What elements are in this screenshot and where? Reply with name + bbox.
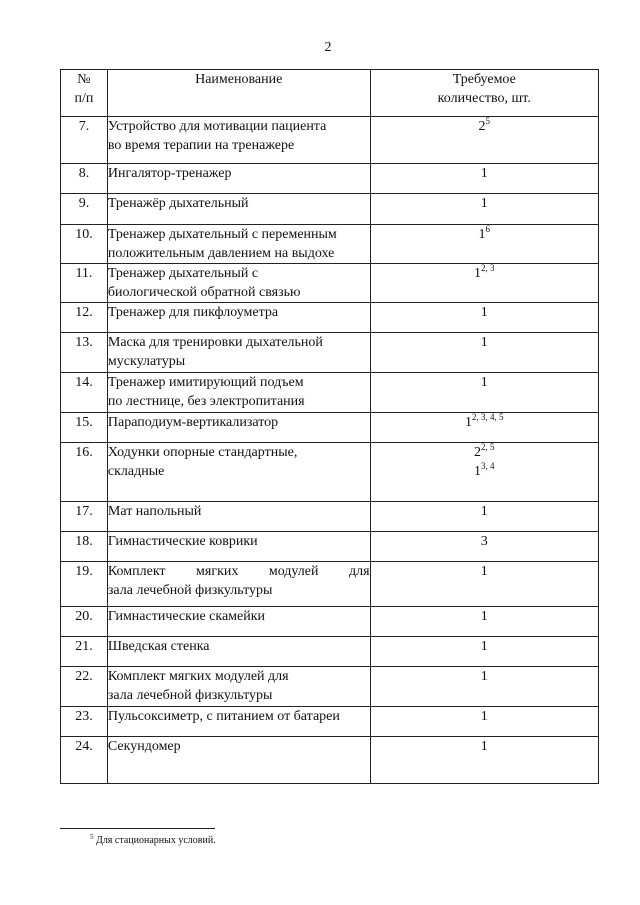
- row-name: [107, 502, 370, 532]
- quantity-base: 1: [480, 305, 488, 320]
- row-name-line: Устройство для мотивации пациента: [107, 119, 327, 134]
- table-row: [61, 117, 599, 164]
- row-number: 19.: [61, 562, 108, 607]
- row-name-line: Гимнастические скамейки: [107, 609, 266, 624]
- footnote-divider: [60, 828, 215, 829]
- row-name: [107, 303, 370, 333]
- table-body: [61, 117, 599, 784]
- row-number: 12.: [61, 303, 108, 333]
- row-name: [107, 164, 370, 194]
- row-name-line: Тренажер дыхательный с: [107, 266, 259, 281]
- table-row: [61, 707, 599, 737]
- row-name: [107, 373, 370, 413]
- row-number: 14.: [61, 373, 108, 413]
- row-name-line: Ходунки опорные стандартные,: [107, 445, 298, 460]
- row-name-line: Ингалятор-тренажер: [107, 166, 232, 181]
- quantity-base: 1: [480, 639, 488, 654]
- row-name-line: биологической обратной связью: [107, 285, 301, 300]
- quantity-base: 1: [480, 335, 488, 350]
- row-name-word: для: [348, 564, 370, 579]
- quantity-base: 1: [480, 709, 488, 724]
- row-name: [107, 707, 370, 737]
- quantity-value: [371, 303, 598, 322]
- row-name-line: Параподиум-вертикализатор: [107, 415, 279, 430]
- header-quantity-line1: Требуемое: [452, 72, 516, 87]
- quantity-base: 1: [480, 609, 488, 624]
- quantity-value: [371, 667, 598, 686]
- quantity-footnote-ref: 5: [485, 116, 491, 126]
- table-row: [61, 502, 599, 532]
- quantity-value: [371, 443, 598, 462]
- row-number: 21.: [61, 637, 108, 667]
- quantity-base: 2: [478, 119, 486, 134]
- header-quantity-line2: количество, шт.: [437, 91, 531, 106]
- row-quantity: [370, 117, 598, 164]
- row-quantity: [370, 373, 598, 413]
- row-name: [107, 737, 370, 784]
- quantity-footnote-ref: 6: [485, 224, 491, 234]
- row-quantity: [370, 333, 598, 373]
- row-quantity: [370, 707, 598, 737]
- row-name: [107, 194, 370, 225]
- table-row: [61, 667, 599, 707]
- row-name: [107, 264, 370, 303]
- row-quantity: [370, 264, 598, 303]
- quantity-value: [371, 502, 598, 521]
- quantity-footnote-ref: 2, 3: [481, 263, 495, 273]
- header-quantity: [370, 70, 598, 117]
- row-name-line: Мат напольный: [107, 504, 202, 519]
- row-name-line: складные: [107, 464, 165, 479]
- row-name-line: Маска для тренировки дыхательной: [107, 335, 323, 350]
- row-quantity: [370, 667, 598, 707]
- quantity-value: [371, 194, 598, 213]
- table-row: [61, 637, 599, 667]
- table-row: [61, 562, 599, 607]
- table-row: [61, 264, 599, 303]
- quantity-value: [371, 225, 598, 244]
- row-number: 9.: [61, 194, 108, 225]
- quantity-value: [371, 637, 598, 656]
- row-name: [107, 532, 370, 562]
- row-name: [107, 637, 370, 667]
- row-name-line: [108, 562, 370, 581]
- row-number: 24.: [61, 737, 108, 784]
- equipment-table: [60, 69, 599, 784]
- row-quantity: [370, 737, 598, 784]
- quantity-footnote-ref: 2, 5: [481, 442, 495, 452]
- quantity-value: [371, 462, 598, 481]
- row-name-line: зала лечебной физкультуры: [107, 688, 273, 703]
- row-name-line: Тренажер имитирующий подъем: [107, 375, 304, 390]
- footnote-marker: 5: [90, 833, 94, 841]
- row-name-word: мягких: [196, 564, 239, 579]
- row-name-line: во время терапии на тренажере: [107, 138, 295, 153]
- row-number: 17.: [61, 502, 108, 532]
- row-number: 15.: [61, 413, 108, 443]
- table-row: [61, 164, 599, 194]
- quantity-base: 2: [474, 445, 482, 460]
- row-name: [107, 333, 370, 373]
- row-name-line: Шведская стенка: [107, 639, 210, 654]
- row-number: 10.: [61, 225, 108, 264]
- quantity-base: 1: [480, 739, 488, 754]
- row-quantity: [370, 562, 598, 607]
- quantity-base: 1: [480, 564, 488, 579]
- table-row: [61, 413, 599, 443]
- row-quantity: [370, 303, 598, 333]
- page-number: 2: [324, 40, 332, 55]
- header-number-line2: п/п: [74, 91, 94, 106]
- row-quantity: [370, 413, 598, 443]
- row-quantity: [370, 164, 598, 194]
- quantity-base: 1: [474, 464, 482, 479]
- quantity-value: [371, 373, 598, 392]
- row-name: [107, 667, 370, 707]
- quantity-base: 1: [465, 415, 473, 430]
- table-row: [61, 225, 599, 264]
- row-name: [107, 562, 370, 607]
- table-row: [61, 333, 599, 373]
- quantity-value: [371, 333, 598, 352]
- header-number: [61, 70, 108, 117]
- row-name-line: Тренажёр дыхательный: [107, 196, 249, 211]
- row-number: 22.: [61, 667, 108, 707]
- quantity-value: [371, 607, 598, 626]
- row-number: 8.: [61, 164, 108, 194]
- quantity-value: [371, 707, 598, 726]
- table-row: [61, 607, 599, 637]
- quantity-value: [371, 413, 598, 432]
- row-quantity: [370, 532, 598, 562]
- row-quantity: [370, 194, 598, 225]
- row-number: 16.: [61, 443, 108, 502]
- row-name-line: Комплект мягких модулей для: [107, 669, 289, 684]
- footnote: [90, 835, 216, 846]
- row-name: [107, 443, 370, 502]
- row-name-line: Гимнастические коврики: [107, 534, 258, 549]
- row-name-line: Пульсоксиметр, с питанием от батареи: [107, 709, 340, 724]
- row-name: [107, 225, 370, 264]
- quantity-value: [371, 532, 598, 551]
- quantity-value: [371, 164, 598, 183]
- quantity-base: 1: [474, 266, 482, 281]
- row-name-line: по лестнице, без электропитания: [107, 394, 305, 409]
- quantity-footnote-ref: 3, 4: [481, 461, 495, 471]
- row-name-line: зала лечебной физкультуры: [107, 583, 273, 598]
- table-row: [61, 443, 599, 502]
- quantity-value: [371, 737, 598, 756]
- footnote-text: Для стационарных условий.: [96, 835, 216, 846]
- row-name-line: положительным давлением на выдохе: [107, 246, 335, 261]
- row-name-word: Комплект: [107, 564, 166, 579]
- quantity-base: 1: [480, 669, 488, 684]
- quantity-base: 1: [480, 375, 488, 390]
- row-quantity: [370, 225, 598, 264]
- row-name: [107, 607, 370, 637]
- row-name-line: Тренажер для пикфлоуметра: [107, 305, 279, 320]
- table-row: [61, 532, 599, 562]
- header-name-text: Наименование: [195, 72, 283, 87]
- quantity-footnote-ref: 2, 3, 4, 5: [472, 412, 504, 422]
- row-number: 13.: [61, 333, 108, 373]
- row-number: 20.: [61, 607, 108, 637]
- table-row: [61, 303, 599, 333]
- row-number: 11.: [61, 264, 108, 303]
- row-number: 23.: [61, 707, 108, 737]
- row-quantity: [370, 607, 598, 637]
- quantity-base: 1: [480, 166, 488, 181]
- row-quantity: [370, 502, 598, 532]
- row-number: 18.: [61, 532, 108, 562]
- table-row: [61, 373, 599, 413]
- quantity-value: [371, 562, 598, 581]
- quantity-base: 3: [480, 534, 488, 549]
- header-name: [107, 70, 370, 117]
- row-name: [107, 413, 370, 443]
- table-row: [61, 737, 599, 784]
- table-header-row: [61, 70, 599, 117]
- row-name: [107, 117, 370, 164]
- quantity-base: 1: [478, 227, 486, 242]
- quantity-value: [371, 264, 598, 283]
- row-name-line: Тренажер дыхательный с переменным: [107, 227, 337, 242]
- row-name-word: модулей: [268, 564, 319, 579]
- row-name-line: Секундомер: [107, 739, 181, 754]
- row-quantity: [370, 637, 598, 667]
- row-number: 7.: [61, 117, 108, 164]
- quantity-base: 1: [480, 504, 488, 519]
- quantity-base: 1: [480, 196, 488, 211]
- quantity-value: [371, 117, 598, 136]
- table-row: [61, 194, 599, 225]
- header-number-line1: №: [77, 72, 91, 87]
- row-quantity: [370, 443, 598, 502]
- row-name-line: мускулатуры: [107, 354, 186, 369]
